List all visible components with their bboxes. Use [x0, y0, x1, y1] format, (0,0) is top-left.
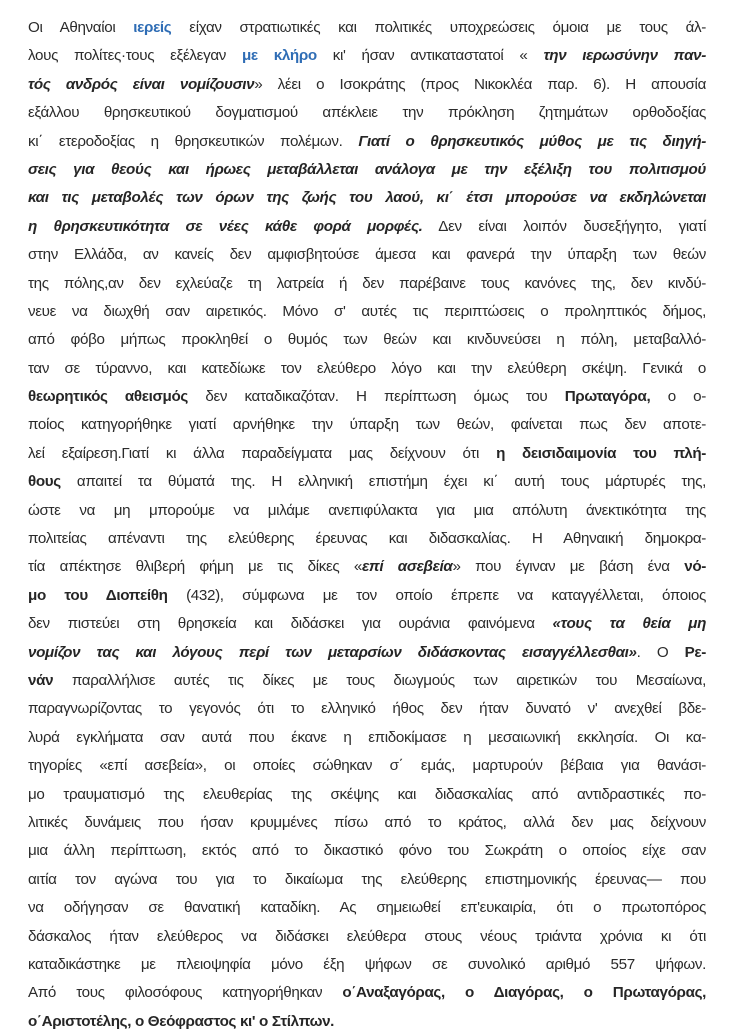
text-run: λους πολίτες·τους εξέλεγαν — [28, 47, 242, 65]
bold-emphasis: νάν — [28, 671, 54, 689]
text-line — [28, 71, 706, 99]
text-run: καταδικάστηκε με πλειοψηφία μόνο έξη ψήφων σε συνολικό αριθμό 557 ψήφων. — [28, 955, 706, 973]
text-line — [28, 270, 706, 298]
text-run: απαιτεί τα θύματά της. Η ελληνική επιστήμη έχει κι΄ αυτή τους μάρτυρές της, — [60, 473, 706, 491]
text-run: Δεν είναι λοιπόν δυσεξήγητο, γιατί — [422, 217, 706, 235]
text-line — [28, 497, 706, 525]
text-line — [28, 809, 706, 837]
text-line — [28, 667, 706, 695]
text-run: μια άλλη περίπτωση, εκτός από το δικαστικό φόνο του Σωκράτη ο οποίος είχε σαν — [28, 842, 706, 860]
text-run: αιτία τον αγώνα του για το δικαίωμα της ελεύθερης επιστημονικής έρευνας— που — [28, 870, 706, 888]
text-run: παραλλήλισε αυτές τις δίκες με τους διωγμούς των αιρετικών του Μεσαίωνα, — [53, 671, 706, 689]
bold-emphasis: νό- — [684, 558, 706, 576]
text-line — [28, 639, 706, 667]
bold-emphasis: θεωρητικός αθεισμός — [28, 388, 188, 406]
text-line — [28, 440, 706, 468]
text-line — [28, 411, 706, 439]
text-run: Οι Αθηναίοι — [28, 19, 134, 36]
text-run: της πόλης,αν δεν εχλεύαζε τη λατρεία ή δεν παρέβαινε τους κανόνες της, δεν κινδύ- — [28, 274, 706, 292]
text-line — [28, 14, 706, 42]
text-run: (432), σύμφωνα με τον οποίο έπρεπε να καταγγέλλεται, όποιος — [167, 586, 706, 604]
bold-italic-quote: επί ασεβεία — [362, 558, 453, 576]
text-line — [28, 241, 706, 269]
text-run: δάσκαλος ήταν ελεύθερος να διδάσκει ελεύθερα στους νέους τριάντα χρόνια κι ότι — [28, 927, 706, 945]
bold-italic-quote: νομίζον τας και λόγους περί των μεταρσίων διδάσκοντας εισαγγέλλεσθαι» — [28, 643, 637, 661]
text-line — [28, 979, 706, 1007]
text-run: στην Ελλάδα, αν κανείς δεν αμφισβητούσε άμεσα και φανερά την ύπαρξη των θεών — [28, 246, 706, 264]
bold-italic-quote: και τις μεταβολές των όρων της ζωής του λαού, κι΄ έτσι μπορούσε να εκδηλώνεται — [28, 189, 706, 207]
text-run: είχαν στρατιωτικές και πολιτικές υποχρεώσεις όμοια με τους άλ- — [171, 19, 706, 36]
bold-italic-quote: σεις για θεούς και ήρωες μεταβάλλεται ανάλογα με την εξέλιξη του πολιτισμού — [28, 160, 706, 178]
text-line — [28, 582, 706, 610]
text-line — [28, 923, 706, 951]
text-line — [28, 1008, 706, 1036]
text-run: ώστε να μη μπορούμε να μιλάμε ανεπιφύλακτα για μια απόλυτη άνεκτικότητα της — [28, 501, 706, 519]
text-run: εξάλλου θρησκευτικού δογματισμού απέκλειε την πρόκληση ζητημάτων ορθοδοξίας — [28, 104, 706, 122]
text-line — [28, 781, 706, 809]
text-line — [28, 894, 706, 922]
text-line — [28, 724, 706, 752]
text-line — [28, 553, 706, 581]
text-line — [28, 525, 706, 553]
text-line — [28, 355, 706, 383]
text-line — [28, 752, 706, 780]
bold-emphasis: ο΄Αναξαγόρας, ο Διαγόρας, ο Πρωταγόρας, — [342, 984, 706, 1002]
text-line — [28, 866, 706, 894]
bold-italic-quote: «τους τα θεία μη — [552, 615, 706, 633]
text-line — [28, 468, 706, 496]
text-run: δεν πιστεύει στη θρησκεία και διδάσκει για ουράνια φαινόμενα — [28, 615, 553, 633]
text-run: να οδήγησαν σε θανατική καταδίκη. Ας σημειωθεί επ'ευκαιρία, ότι ο πρωτοπόρος — [28, 899, 706, 917]
bold-italic-quote: η θρησκευτικότητα σε νέες κάθε φορά μορφές. — [28, 217, 423, 235]
highlighted-term: ιερείς — [133, 19, 172, 36]
text-run: κι' ήσαν αντικαταστατοί « — [316, 47, 544, 65]
text-run: νευε να διωχθή σαν αιρετικός. Μόνο σ' αυτές τις περιπτώσεις ο προληπτικός δήμος, — [28, 302, 706, 320]
bold-italic-quote: την ιερωσύνην παν- — [543, 47, 706, 65]
text-run: λυρά εγκλήματα σαν αυτά που έκανε η επιδοκίμασε η μεσαιωνική εκκλησία. Οι κα- — [28, 728, 706, 746]
text-run: » λέει ο Ισοκράτης (προς Νικοκλέα παρ. 6). Η απουσία — [254, 75, 706, 93]
text-line — [28, 156, 706, 184]
text-run: » που έγιναν με βάση ένα — [452, 558, 685, 576]
text-run: ποίος κατηγορήθηκε γιατί αρνήθηκε την ύπαρξη των θεών, φαίνεται πως δεν αποτε- — [28, 416, 706, 434]
text-run: τία απέκτησε θλιβερή φήμη με τις δίκες « — [28, 558, 363, 576]
text-run: πολιτείας απέναντι της ελεύθερης έρευνας και διδασκαλίας. Η Αθηναική δημοκρα- — [28, 530, 706, 548]
text-line — [28, 42, 706, 70]
text-line — [28, 128, 706, 156]
text-run: . Ο — [636, 643, 685, 661]
text-line — [28, 610, 706, 638]
text-line — [28, 837, 706, 865]
text-run: δεν καταδικαζόταν. Η περίπτωση όμως του — [187, 388, 565, 406]
text-run: μο τραυματισμό της ελευθερίας της σκέψης και διδασκαλίας από αντιδραστικές πο- — [28, 785, 706, 803]
text-run: τηγορίες «επί ασεβεία», οι οποίες σώθηκαν σ΄ εμάς, μαρτυρούν βέβαια για θανάσι- — [28, 757, 706, 775]
text-line — [28, 184, 706, 212]
bold-italic-quote: τός ανδρός είναι νομίζουσιν — [28, 75, 255, 93]
text-run: ταν σε τύραννο, και κατεδίωκε τον ελεύθερο λόγο και την ελεύθερη σκέψη. Γενικά ο — [28, 359, 706, 377]
document-page — [28, 14, 706, 1036]
text-line — [28, 213, 706, 241]
text-run: λεί εξαίρεση.Γιατί κι άλλα παραδείγματα μας δείχνουν ότι — [28, 444, 497, 462]
bold-emphasis: θους — [28, 473, 61, 491]
text-run: ο ο- — [650, 388, 706, 406]
bold-italic-quote: Γιατί ο θρησκευτικός μύθος με τις διηγή- — [358, 132, 707, 150]
text-run: κι΄ ετεροδοξίας η θρησκευτικών πολέμων. — [28, 132, 359, 150]
text-line — [28, 298, 706, 326]
bold-emphasis: Ρε- — [684, 643, 707, 661]
bold-emphasis: ο΄Αριστοτέλης, ο Θεόφραστος κι' ο Στίλπων. — [28, 1012, 335, 1030]
text-line — [28, 383, 706, 411]
text-line — [28, 326, 706, 354]
bold-emphasis: Πρωταγόρα, — [564, 388, 651, 406]
highlighted-term: με κλήρο — [241, 47, 317, 65]
text-line — [28, 99, 706, 127]
text-line — [28, 695, 706, 723]
text-run: παραγνωρίζοντας το γεγονός ότι το ελληνικό ήθος δεν ήταν δυνατό ν' ανεχθεί βδε- — [28, 700, 706, 718]
text-run: από φόβο μήπως προκληθεί ο θυμός των θεών και κινδυνεύσει η πόλη, μεταβαλλό- — [28, 331, 706, 349]
text-run: λιτικές δυνάμεις που ήσαν κρυμμένες πίσω από το κράτος, αλλά δεν μας δείχνουν — [28, 813, 706, 831]
bold-emphasis: μο του Διοπείθη — [28, 586, 168, 604]
text-line — [28, 951, 706, 979]
bold-emphasis: η δεισιδαιμονία του πλή- — [496, 444, 706, 462]
text-run: Από τους φιλοσόφους κατηγορήθηκαν — [28, 984, 343, 1002]
